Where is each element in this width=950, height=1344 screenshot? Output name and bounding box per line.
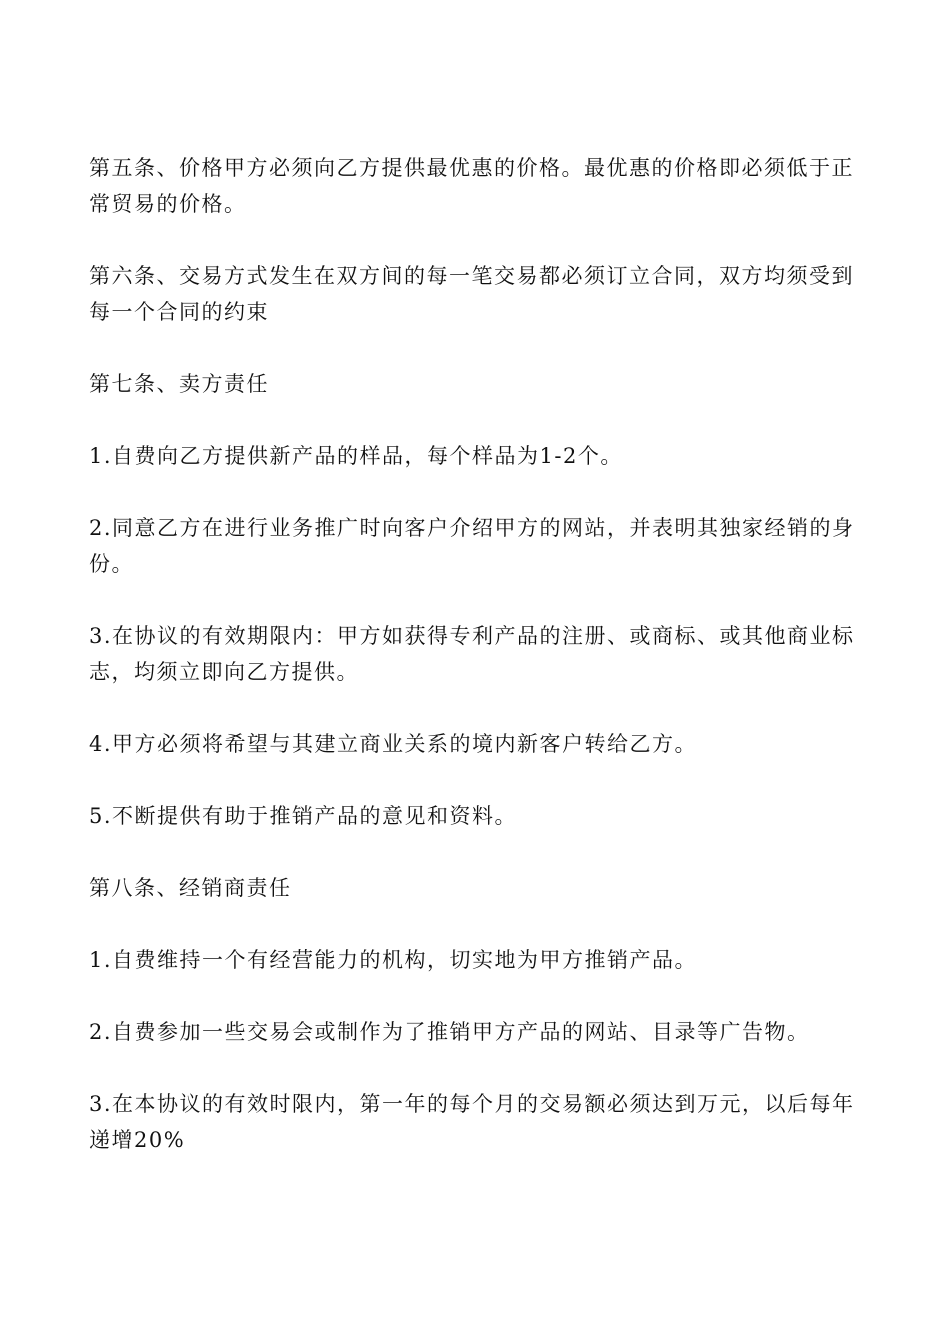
- paragraph-distributor-duty-2: 2.自费参加一些交易会或制作为了推销甲方产品的网站、目录等广告物。: [89, 1020, 810, 1044]
- paragraph-seller-duty-4: 4.甲方必须将希望与其建立商业关系的境内新客户转给乙方。: [89, 732, 698, 756]
- paragraph-seller-duty-3: 3.在协议的有效期限内：甲方如获得专利产品的注册、或商标、或其他商业标志，均须立即向乙方提供。: [89, 624, 855, 684]
- paragraph-article-6-transaction: 第六条、交易方式发生在双方间的每一笔交易都必须订立合同，双方均须受到每一个合同的约束: [89, 264, 854, 324]
- paragraph-seller-duty-5: 5.不断提供有助于推销产品的意见和资料。: [89, 804, 518, 828]
- paragraph-distributor-duty-3: 3.在本协议的有效时限内，第一年的每个月的交易额必须达到万元，以后每年递增20%: [89, 1092, 855, 1152]
- paragraph-article-5-price: 第五条、价格甲方必须向乙方提供最优惠的价格。最优惠的价格即必须低于正常贸易的价格。: [89, 156, 854, 216]
- heading-article-7-seller-duties: 第七条、卖方责任: [89, 372, 269, 396]
- paragraph-seller-duty-2: 2.同意乙方在进行业务推广时向客户介绍甲方的网站，并表明其独家经销的身份。: [89, 516, 855, 576]
- heading-article-8-distributor-duties: 第八条、经销商责任: [89, 876, 292, 900]
- paragraph-distributor-duty-1: 1.自费维持一个有经营能力的机构，切实地为甲方推销产品。: [89, 948, 698, 972]
- paragraph-seller-duty-1: 1.自费向乙方提供新产品的样品，每个样品为1-2个。: [89, 444, 623, 468]
- document-body: [89, 150, 864, 1158]
